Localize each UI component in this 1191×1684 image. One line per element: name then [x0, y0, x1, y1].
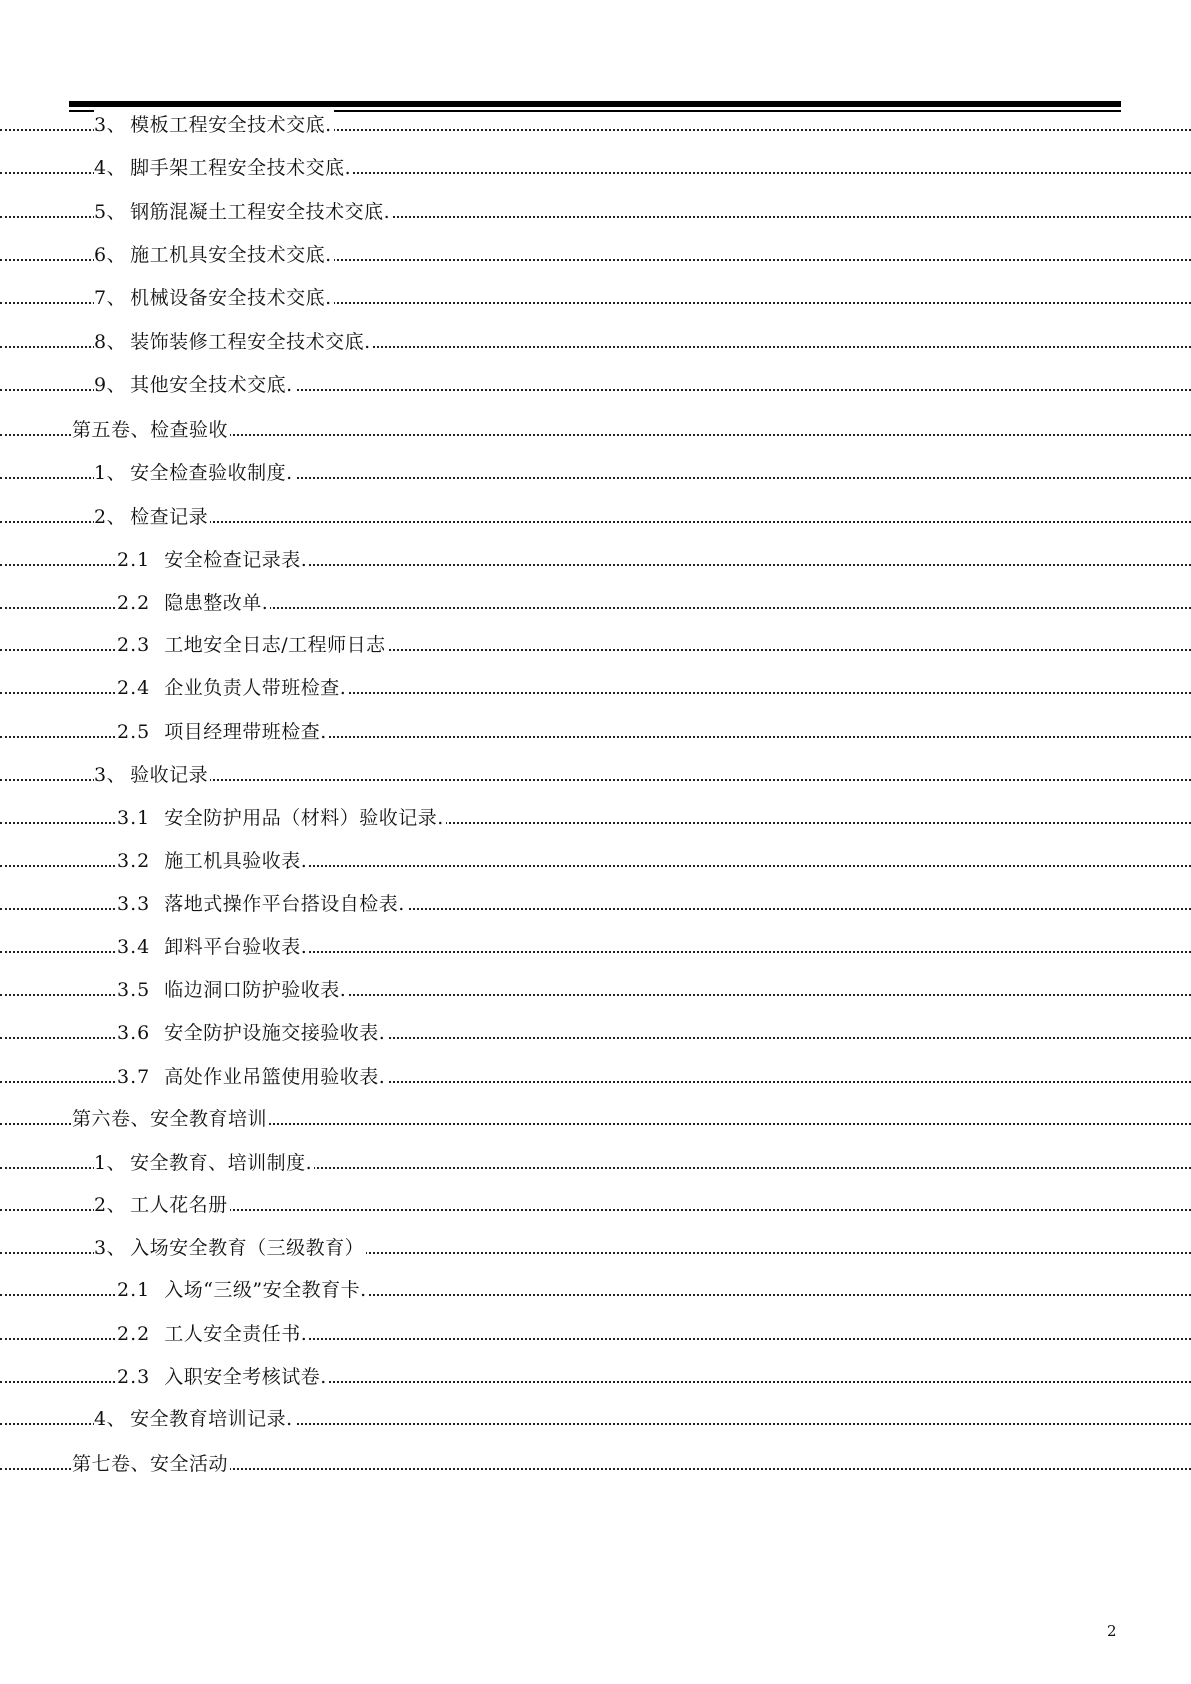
toc-entry-text: 高处作业吊篮使用验收表. — [164, 1066, 386, 1088]
toc-entry-text: 隐患整改单. — [164, 592, 269, 614]
toc-entry — [0, 1362, 1191, 1392]
toc-entry-text: 工人安全责任书. — [164, 1323, 308, 1345]
toc-entry — [0, 1275, 1191, 1305]
toc-entry-number: 1、 — [94, 1152, 127, 1174]
toc-entry-label — [117, 717, 329, 747]
toc-entry-label — [94, 1148, 314, 1178]
toc-entry-number: 3.4 — [117, 936, 151, 958]
toc-entry-label — [94, 760, 210, 790]
toc-entry-label — [94, 1404, 295, 1434]
toc-entry-number: 3、 — [94, 764, 127, 786]
toc-entry-label — [94, 502, 210, 532]
toc-entry-label — [94, 1233, 366, 1263]
toc-entry — [0, 932, 1191, 962]
toc-entry — [0, 110, 1191, 140]
toc-entry-number: 2.3 — [117, 634, 151, 656]
page-number: 2 — [1107, 1622, 1117, 1640]
toc-entry-text: 入职安全考核试卷. — [164, 1366, 327, 1388]
toc-entry — [0, 1104, 1191, 1134]
toc-entry-text: 工人花名册 — [130, 1194, 228, 1216]
toc-entry — [0, 1148, 1191, 1178]
toc-entry-label — [94, 153, 353, 183]
toc-entry-text: 检查记录 — [130, 506, 209, 528]
toc-entry-number: 2.2 — [117, 1323, 151, 1345]
toc-entry — [0, 630, 1191, 660]
toc-entry-label — [94, 283, 334, 313]
toc-entry-text: 第五卷、检查验收 — [72, 419, 229, 441]
toc-entry-number: 7、 — [94, 287, 127, 309]
toc-entry-text: 安全教育、培训制度. — [130, 1152, 313, 1174]
toc-entry-text: 模板工程安全技术交底. — [130, 114, 332, 136]
toc-entry-label — [72, 1104, 269, 1134]
toc-entry-text: 安全教育培训记录. — [130, 1408, 293, 1430]
toc-entry-number: 2.5 — [117, 721, 151, 743]
toc-entry-label — [94, 327, 373, 357]
toc-entry — [0, 240, 1191, 270]
toc-entry-number: 3.2 — [117, 850, 151, 872]
toc-entry — [0, 153, 1191, 183]
toc-entry-label — [117, 889, 407, 919]
toc-entry-label — [94, 458, 295, 488]
toc-entry-number: 3、 — [94, 1237, 127, 1259]
toc-entry — [0, 1233, 1191, 1263]
toc-entry — [0, 458, 1191, 488]
toc-entry-label — [117, 673, 348, 703]
toc-entry — [0, 1018, 1191, 1048]
toc-entry-label — [117, 846, 309, 876]
toc-entry-text: 钢筋混凝土工程安全技术交底. — [130, 201, 391, 223]
toc-entry — [0, 975, 1191, 1005]
toc-entry-number: 2、 — [94, 506, 127, 528]
toc-entry-number: 3、 — [94, 114, 127, 136]
toc-entry-label — [94, 1190, 230, 1220]
toc-entry — [0, 1404, 1191, 1434]
toc-entry — [0, 588, 1191, 618]
toc-entry — [0, 370, 1191, 400]
toc-entry — [0, 1062, 1191, 1092]
toc-entry-text: 脚手架工程安全技术交底. — [130, 157, 352, 179]
toc-entry-text: 临边洞口防护验收表. — [164, 979, 347, 1001]
toc-entry-number: 2.2 — [117, 592, 151, 614]
toc-entry-label — [117, 545, 309, 575]
toc-entry — [0, 673, 1191, 703]
toc-entry-number: 2.1 — [117, 1279, 151, 1301]
toc-entry-text: 工地安全日志/工程师日志 — [164, 634, 386, 656]
toc-entry — [0, 717, 1191, 747]
toc-entry-number: 5、 — [94, 201, 127, 223]
toc-entry-text: 入场“三级”安全教育卡. — [164, 1279, 367, 1301]
toc-entry-text: 装饰装修工程安全技术交底. — [130, 331, 371, 353]
toc-entry-text: 机械设备安全技术交底. — [130, 287, 332, 309]
toc-entry-number: 9、 — [94, 374, 127, 396]
toc-entry-number: 2.4 — [117, 677, 151, 699]
toc-entry-label — [72, 415, 230, 445]
toc-entry-label — [117, 803, 446, 833]
toc-entry-label — [117, 1319, 309, 1349]
toc-entry-text: 安全防护用品（材料）验收记录. — [164, 807, 444, 829]
toc-entry-number: 2.3 — [117, 1366, 151, 1388]
toc-entry-text: 施工机具安全技术交底. — [130, 244, 332, 266]
toc-entry-text: 卸料平台验收表. — [164, 936, 308, 958]
toc-entry — [0, 846, 1191, 876]
toc-entry-number: 4、 — [94, 157, 127, 179]
toc-entry — [0, 327, 1191, 357]
toc-entry — [0, 760, 1191, 790]
toc-entry-number: 4、 — [94, 1408, 127, 1430]
toc-entry — [0, 1319, 1191, 1349]
toc-entry-label — [94, 110, 334, 140]
toc-entry-text: 安全检查验收制度. — [130, 462, 293, 484]
toc-entry — [0, 889, 1191, 919]
toc-entry-number: 8、 — [94, 331, 127, 353]
toc-entry-text: 入场安全教育（三级教育） — [130, 1237, 365, 1259]
toc-entry — [0, 502, 1191, 532]
toc-entry — [0, 415, 1191, 445]
toc-entry-label — [94, 370, 295, 400]
toc-entry-text: 验收记录 — [130, 764, 209, 786]
toc-entry-number: 3.3 — [117, 893, 151, 915]
toc-entry — [0, 1190, 1191, 1220]
toc-entry-label — [117, 1362, 329, 1392]
toc-entry-number: 6、 — [94, 244, 127, 266]
toc-entry-number: 3.6 — [117, 1022, 151, 1044]
toc-entry-text: 第七卷、安全活动 — [72, 1453, 229, 1475]
toc-entry-number: 2、 — [94, 1194, 127, 1216]
toc-entry-number: 2.1 — [117, 549, 151, 571]
toc-entry-label — [117, 1018, 387, 1048]
toc-entry-text: 项目经理带班检查. — [164, 721, 327, 743]
toc-entry — [0, 803, 1191, 833]
toc-entry-text: 安全检查记录表. — [164, 549, 308, 571]
toc-entry-text: 施工机具验收表. — [164, 850, 308, 872]
toc-entry-label — [117, 630, 388, 660]
toc-entry-text: 安全防护设施交接验收表. — [164, 1022, 386, 1044]
toc-entry-label — [117, 932, 309, 962]
toc-entry-label — [117, 588, 270, 618]
toc-entry-label — [117, 1275, 369, 1305]
toc-entry — [0, 545, 1191, 575]
toc-entry-number: 1、 — [94, 462, 127, 484]
toc-entry-label — [117, 1062, 387, 1092]
toc-entry — [0, 1449, 1191, 1479]
toc-entry-text: 第六卷、安全教育培训 — [72, 1108, 268, 1130]
toc-entry-label — [94, 240, 334, 270]
toc-entry-number: 3.1 — [117, 807, 151, 829]
toc-entry-label — [94, 197, 392, 227]
toc-entry-label — [72, 1449, 230, 1479]
toc-entry — [0, 283, 1191, 313]
toc-entry-number: 3.7 — [117, 1066, 151, 1088]
toc-entry-text: 落地式操作平台搭设自检表. — [164, 893, 405, 915]
toc-entry-number: 3.5 — [117, 979, 151, 1001]
toc-entry-label — [117, 975, 348, 1005]
toc-entry — [0, 197, 1191, 227]
toc-entry-text: 其他安全技术交底. — [130, 374, 293, 396]
toc-entry-text: 企业负责人带班检查. — [164, 677, 347, 699]
